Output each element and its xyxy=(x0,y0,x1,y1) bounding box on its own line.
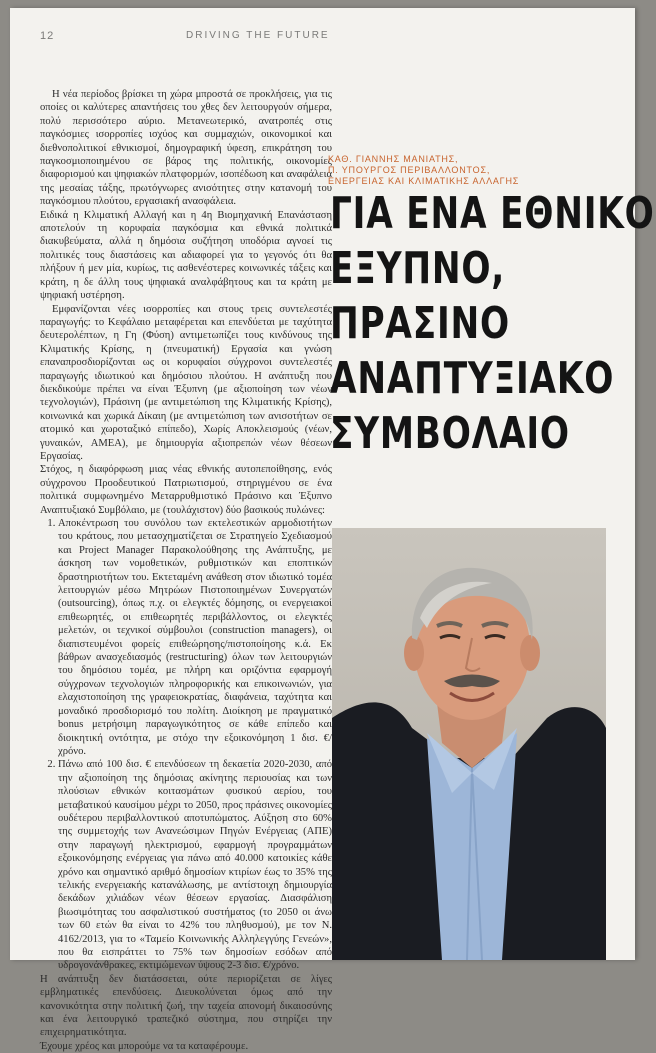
article-body xyxy=(40,88,332,1053)
portrait-illustration xyxy=(332,528,606,960)
article-headline xyxy=(330,186,655,461)
pillars-list xyxy=(40,517,332,973)
list-item: 2. Πάνω από 100 δισ. € επενδύσεων τη δεκαετία 2020-2030, από την αξιοποίηση της δημόσιας ακίνητης περιουσίας και των πλούσιων εθνικών κοιτασμάτων φυσικού αερίου, του μεταβατικού καυσίμου μέχρι το 2050, προς πράσινες οικονομίες ουδέτερου περιβαλλοντικού αποτυπώματος. Αύξηση στο 60% της συμμετοχής των Ανανεώσιμων Πηγών Ενέργειας (ΑΠΕ) στην παραγωγή ηλεκτρισμού, εφαρμογή προγραμμάτων εξοικονόμησης ενέργειας για πάνω από 40.000 κατοικίες κάθε χρόνο και σημαντικό αριθμό δημοσίων κτιρίων έως το 35% της τελικής ενεργειακής κατανάλωσης, με αντίστοιχη δημιουργία δεκάδων χιλιάδων νέων θέσεων εργασίας. Διασφάλιση βιωσιμότητας του ασφαλιστικού συστήματος (το 2050 οι άνω των 60 ετών θα είναι το 42% του πληθυσμού), με τον Ν. 4162/2013, για το «Ταμείο Κοινωνικής Αλληλεγγύης Γενεών», που θα εισπράττει το 75% των δημοσίων εσόδων από υδρογονάνθρακες, εκτιμώμενων ύψους 2-3 δισ. €/χρόνο. xyxy=(58,758,332,973)
body-paragraph: Η νέα περίοδος βρίσκει τη χώρα μπροστά σε προκλήσεις, για τις οποίες οι καλύτερες απαντήσεις του χθες δεν λειτουργούν σήμερα, πολύ περισσότερο αύριο. Μετανεωτερικό, ανατροπές στις παγκόσμιες ισορροπίες ισχύος και συμμαχιών, οικονομικοί και διεθνοπολιτικοί εθνικισμοί, δημογραφική ύφεση, επικράτηση του παγκοσμιοποιημένου σε βάρος της πολιτικής, οικονομίες διαφορισμού και ψηφιακών πλατφορμών, ισοπέδωση και αναφάλεια της μεσαίας τάξης, πρωτόγνωρες ανισότητες στην κατανομή του παγκόσμιου πλούτου, εργασιακή ανασφάλεια. xyxy=(40,89,332,208)
body-paragraph: Έχουμε χρέος και μπορούμε να τα καταφέρουμε. xyxy=(40,1040,249,1052)
author-line: Π. ΥΠΟΥΡΓΟΣ ΠΕΡΙΒΑΛΛΟΝΤΟΣ, xyxy=(328,165,491,175)
headline-line: ΠΡΑΣΙΝΟ xyxy=(330,298,511,349)
body-paragraph: Η ανάπτυξη δεν διατάσσεται, ούτε περιορίζεται σε λίγες εμβληματικές επενδύσεις. Διευκολύνεται όμως από την κανονικότητα στην πολιτική ζωή, την ταχεία απονομή δικαιοσύνης και ένα λειτουργικό τραπεζικό σύστημα, που στηρίζει την επιχειρηματικότητα. xyxy=(40,973,332,1039)
headline-line: ΕΞΥΠΝΟ, xyxy=(330,243,506,294)
author-portrait xyxy=(332,528,606,960)
headline-line: ΣΥΜΒΟΛΑΙΟ xyxy=(330,408,570,459)
author-byline xyxy=(328,154,578,187)
body-paragraph: Ειδικά η Κλιματική Αλλαγή και η 4η Βιομηχανική Επανάσταση αποτελούν τη κορυφαία παγκόσμια και εθνικά πολιτικά διακυβεύματα, αλλά η δημόσια συζήτηση υποδόρια αγνοεί τις πολιτικές τους διαστάσεις και αδιαφορεί για το γεγονός ότι θα πλήξουν ή μεν μία, κυρίως, τις ασθενέστερες κοινωνικές τάξεις και κράτη, η δε άλλη τους ψηφιακά αναλφάβητους και τα κράτη με ψηφιακή υστέρηση. xyxy=(40,209,332,302)
running-head: DRIVING THE FUTURE xyxy=(186,30,330,41)
headline-line: ΓΙΑ ΕΝΑ ΕΘΝΙΚΟ xyxy=(330,188,655,239)
author-line: ΕΝΕΡΓΕΙΑΣ ΚΑΙ ΚΛΙΜΑΤΙΚΗΣ ΑΛΛΑΓΗΣ xyxy=(328,176,520,186)
body-paragraph: Εμφανίζονται νέες ισορροπίες και στους τρεις συντελεστές παραγωγής: το Κεφάλαιο μεταφέρεται και επενδύεται με ταχύτητα δευτερολέπτων, η Γη (Φύση) αντιμετωπίζει τους κινδύνους της Κλιματικής Κρίσης, η (πνευματική) Εργασία και γνώση επαναπροσδιορίζονται ως οι κορυφαίοι σύγχρονοι συντελεστές παραγωγής ιδιωτικού και δημόσιου πλούτου. Η ανάπτυξη που διεκδικούμε πρέπει να είναι Έξυπνη (με αξιοποίηση των νέων τεχνολογιών), Πράσινη (με αντιμετώπιση της Κλιματικής Κρίσης), κοινωνικά και χωρικά Δίκαιη (με αντιμετώπιση των ανισοτήτων σε ατομικό και χωροταξικό επίπεδο), Χωρίς Αποκλεισμούς (νέων, γυναικών, ΑΜΕΑ), με δημιουργία αξιοπρεπών νέων θέσεων Εργασίας. xyxy=(40,303,332,462)
author-line: ΚΑΘ. ΓΙΑΝΝΗΣ ΜΑΝΙΑΤΗΣ, xyxy=(328,154,459,164)
magazine-page xyxy=(10,8,655,1052)
list-item: 1. Αποκέντρωση του συνόλου των εκτελεστικών αρμοδιοτήτων του κράτους, που μετασχηματίζεται σε Στρατηγείο Σχεδιασμού και Project Manager Παρακολούθησης της Ανάπτυξης, με άσκηση των νομοθετικών, ρυθμιστικών και εποπτικών δραστηριοτήτων του. Εκτεταμένη ανάθεση στον ιδιωτικό τομέα λειτουργιών μέσω Μητρώων Πιστοποιημένων Συνεργατών (outsourcing), όπως π.χ. οι ελεγκτές δόμησης, οι ενεργειακοί επιθεωρητές, οι επιθεωρητές περιβάλλοντος, οι ελεγκτές μελετών, οι τεχνικοί σύμβουλοι (construction managers), οι διαπιστευμένοι φορείς επιθεώρησης/πιστοποίησης κ.ά. Εκ βάθρων ανασχεδιασμός (restructuring) όλων των λειτουργιών του δημόσιου τομέα, με πλήρη και οριζόντια εφαρμογή σύγχρονων τεχνολογιών πληροφορικής και επικοινωνιών, για ελαχιστοποίηση της γραφειοκρατίας, διαφάνεια, ταχύτητα και μοναδικό προσδιορισμό του πολίτη. Διοίκηση με πραγματικό bonus μετρήσιμη παραγωγικότητος σε κάθε επίπεδο και διοικητική οντότητα, με στόχο την εξοικονόμηση 1 δισ. €/χρόνο. xyxy=(58,517,332,758)
body-paragraph: Στόχος, η διαφόρφωση μιας νέας εθνικής αυτοπεποίθησης, ενός σύγχρονου Προοδευτικού Πατριωτισμού, στηριγμένου σε ένα πολιτικά συμφωνημένο Μεταρρυθμιστικό Πράσινο και Έξυπνο Αναπτυξιακό Συμβόλαιο, με (τουλάχιστον) δύο βασικούς πυλώνες: xyxy=(40,464,332,516)
headline-line: ΑΝΑΠΤΥΞΙΑΚΟ xyxy=(330,353,615,404)
page-number: 12 xyxy=(40,30,55,42)
